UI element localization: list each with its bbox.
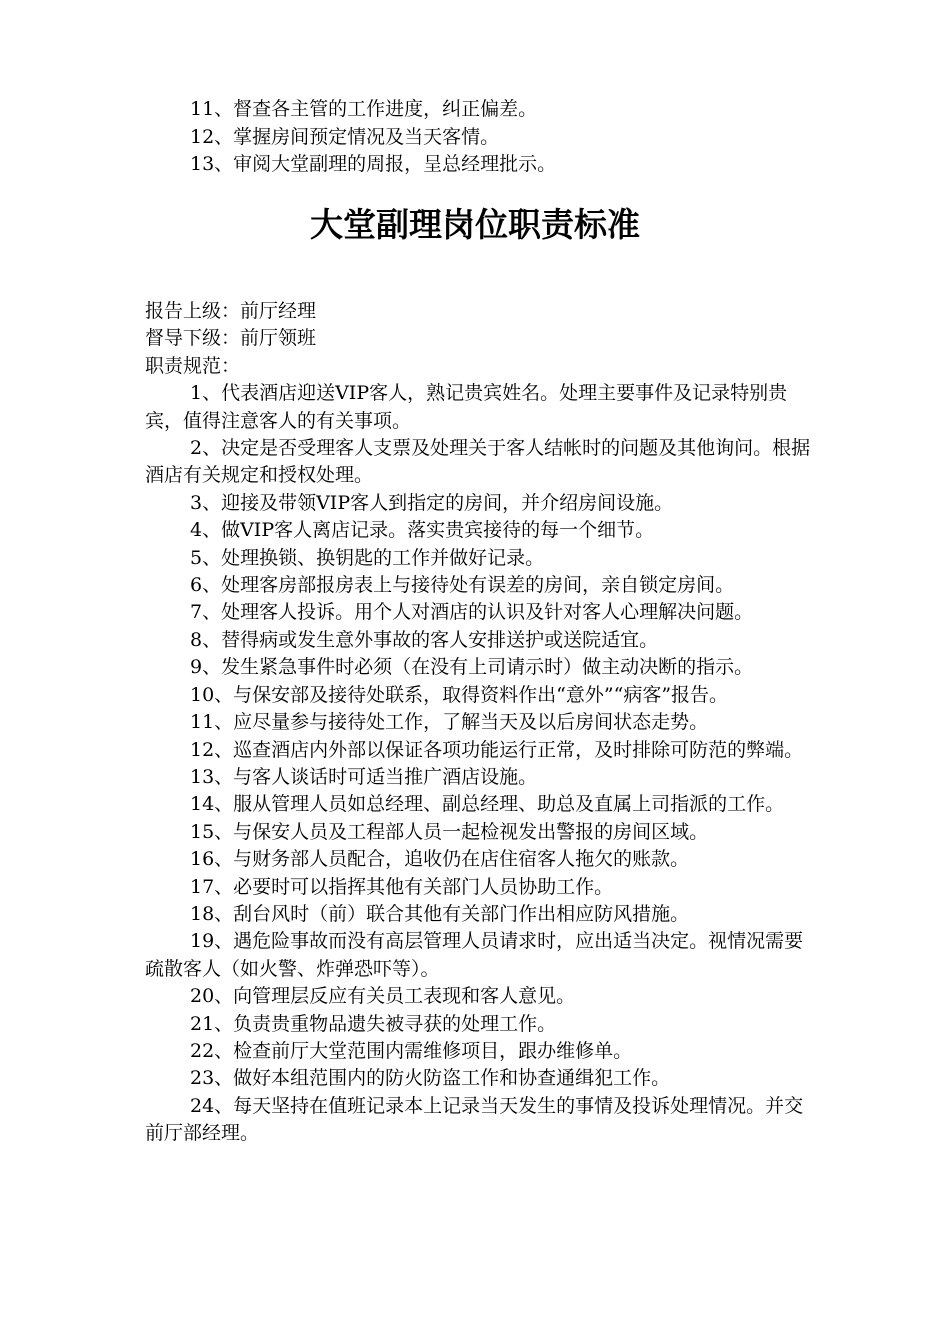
duty-item: 20、向管理层反应有关员工表现和客人意见。 xyxy=(190,985,576,1008)
continued-duty-list xyxy=(190,96,830,179)
duty-item: 5、处理换锁、换钥匙的工作并做好记录。 xyxy=(190,546,545,569)
duty-item: 12、巡查酒店内外部以保证各项功能运行正常，及时排除可防范的弊端。 xyxy=(190,738,804,761)
list-item: 13、审阅大堂副理的周报，呈总经理批示。 xyxy=(190,153,557,175)
duty-item: 3、迎接及带领VIP客人到指定的房间，并介绍房间设施。 xyxy=(190,491,674,514)
duty-item: 11、应尽量参与接待处工作，了解当天及以后房间状态走势。 xyxy=(190,711,709,734)
duty-item: 7、处理客人投诉。用个人对酒店的认识及针对客人心理解决问题。 xyxy=(190,601,754,624)
duty-item: 1、代表酒店迎送VIP客人，熟记贵宾姓名。处理主要事件及记录特别贵宾，值得注意客人的有关事项。 xyxy=(145,382,788,432)
page-title: 大堂副理岗位职责标准 xyxy=(310,205,640,244)
duty-item: 6、处理客房部报房表上与接待处有误差的房间，亲自锁定房间。 xyxy=(190,574,735,597)
duties-label: 职责规范： xyxy=(145,354,241,377)
duty-item: 24、每天坚持在值班记录本上记录当天发生的事情及投诉处理情况。并交前厅部经理。 xyxy=(145,1094,804,1145)
duty-item: 13、与客人谈话时可适当推广酒店设施。 xyxy=(190,765,538,788)
duty-item: 21、负责贵重物品遗失被寻获的处理工作。 xyxy=(190,1012,557,1035)
list-item: 11、督查各主管的工作进度，纠正偏差。 xyxy=(190,98,538,120)
report-to-line: 报告上级：前厅经理 xyxy=(145,300,317,322)
duty-item: 18、刮台风时（前）联合其他有关部门作出相应防风措施。 xyxy=(190,902,690,925)
duty-item: 23、做好本组范围内的防火防盗工作和协查通缉犯工作。 xyxy=(190,1067,671,1090)
duty-item: 22、检查前厅大堂范围内需维修项目，跟办维修单。 xyxy=(190,1039,633,1062)
duty-item: 4、做VIP客人离店记录。落实贵宾接待的每一个细节。 xyxy=(190,519,655,542)
duty-item: 15、与保安人员及工程部人员一起检视发出警报的房间区域。 xyxy=(190,820,709,843)
duty-item: 17、必要时可以指挥其他有关部门人员协助工作。 xyxy=(190,875,614,898)
duty-item: 16、与财务部人员配合，追收仍在店住宿客人拖欠的账款。 xyxy=(190,848,690,871)
supervise-line: 督导下级：前厅领班 xyxy=(145,327,317,350)
duty-item: 14、服从管理人员如总经理、副总经理、助总及直属上司指派的工作。 xyxy=(190,793,785,816)
document-body xyxy=(145,298,815,1148)
duty-item: 2、决定是否受理客人支票及处理关于客人结帐时的问题及其他询问。根据酒店有关规定和授权处理。 xyxy=(145,437,811,487)
duty-item: 19、遇危险事故而没有高层管理人员请求时，应出适当决定。视情况需要疏散客人（如火警、炸弹恐吓等）。 xyxy=(145,930,804,980)
list-item: 12、掌握房间预定情况及当天客情。 xyxy=(190,125,500,148)
duty-item: 8、替得病或发生意外事故的客人安排送护或送院适宜。 xyxy=(190,628,659,651)
duty-item: 10、与保安部及接待处联系，取得资料作出“意外”“病客”报告。 xyxy=(190,683,729,706)
duty-item: 9、发生紧急事件时必须（在没有上司请示时）做主动决断的指示。 xyxy=(190,656,754,679)
